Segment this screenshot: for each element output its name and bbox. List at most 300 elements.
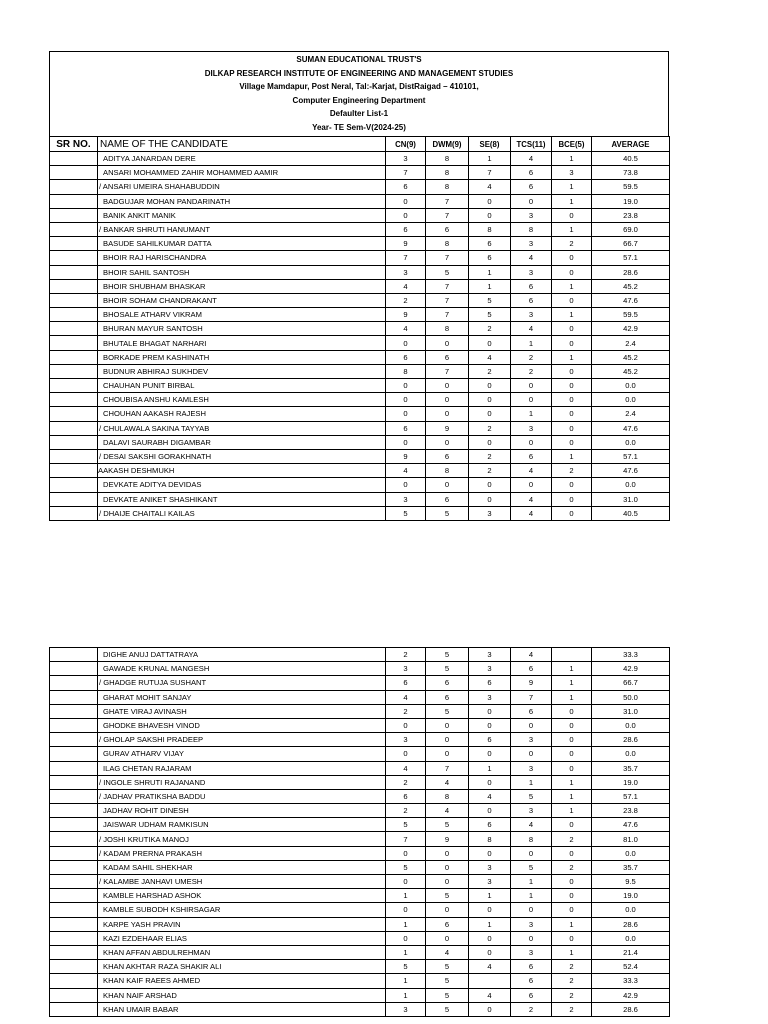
- cn-cell: 3: [386, 1002, 426, 1016]
- table-row: [50, 492, 670, 506]
- srno-cell: [50, 478, 98, 492]
- dwm-cell: 5: [426, 818, 469, 832]
- srno-cell: [50, 449, 98, 463]
- bce-cell: 1: [552, 662, 592, 676]
- average-cell: 28.6: [592, 733, 670, 747]
- average-cell: 0.0: [592, 846, 670, 860]
- cn-cell: 9: [386, 449, 426, 463]
- tcs-cell: 4: [511, 818, 552, 832]
- average-cell: 23.8: [592, 804, 670, 818]
- col-bce: BCE(5): [552, 137, 592, 152]
- academic-year: Year- TE Sem-V(2024-25): [312, 122, 406, 132]
- se-cell: 5: [469, 293, 511, 307]
- cn-cell: 7: [386, 832, 426, 846]
- average-cell: 40.5: [592, 506, 670, 520]
- candidate-name-cell: BHOIR SOHAM CHANDRAKANT: [98, 293, 386, 307]
- candidate-name-cell: KHAN AFFAN ABDULREHMAN: [98, 945, 386, 959]
- average-cell: 81.0: [592, 832, 670, 846]
- table-row: [50, 875, 670, 889]
- cn-cell: 3: [386, 265, 426, 279]
- dwm-cell: 7: [426, 308, 469, 322]
- srno-cell: [50, 846, 98, 860]
- col-cn: CN(9): [386, 137, 426, 152]
- candidate-name-cell: JAISWAR UDHAM RAMKISUN: [98, 818, 386, 832]
- tcs-cell: 2: [511, 364, 552, 378]
- candidate-name-cell: BORKADE PREM KASHINATH: [98, 350, 386, 364]
- bce-cell: 1: [552, 350, 592, 364]
- average-cell: 19.0: [592, 194, 670, 208]
- candidate-name-cell: BANIK ANKIT MANIK: [98, 208, 386, 222]
- cn-cell: 0: [386, 747, 426, 761]
- se-cell: 0: [469, 931, 511, 945]
- bce-cell: 0: [552, 364, 592, 378]
- cn-cell: 5: [386, 506, 426, 520]
- srno-cell: [50, 336, 98, 350]
- cn-cell: 1: [386, 974, 426, 988]
- srno-cell: [50, 789, 98, 803]
- se-cell: [469, 974, 511, 988]
- candidate-name-cell: BHUTALE BHAGAT NARHARI: [98, 336, 386, 350]
- tcs-cell: 6: [511, 293, 552, 307]
- average-cell: 73.8: [592, 166, 670, 180]
- bce-cell: 0: [552, 733, 592, 747]
- cn-cell: 9: [386, 237, 426, 251]
- tcs-cell: 1: [511, 336, 552, 350]
- candidate-name-cell: BHOIR SAHIL SANTOSH: [98, 265, 386, 279]
- tcs-cell: 4: [511, 464, 552, 478]
- srno-cell: [50, 690, 98, 704]
- se-cell: 0: [469, 704, 511, 718]
- dwm-cell: 5: [426, 506, 469, 520]
- bce-cell: 0: [552, 704, 592, 718]
- candidate-name-cell: CHAUHAN PUNIT BIRBAL: [98, 379, 386, 393]
- average-cell: 45.2: [592, 279, 670, 293]
- candidate-name-cell: KAZI EZDEHAAR ELIAS: [98, 931, 386, 945]
- table-row: [50, 152, 670, 166]
- se-cell: 0: [469, 194, 511, 208]
- table-row: [50, 421, 670, 435]
- srno-cell: [50, 464, 98, 478]
- cn-cell: 7: [386, 251, 426, 265]
- dwm-cell: 0: [426, 903, 469, 917]
- average-cell: 0.0: [592, 478, 670, 492]
- tcs-cell: 8: [511, 832, 552, 846]
- dwm-cell: 0: [426, 393, 469, 407]
- average-cell: 66.7: [592, 237, 670, 251]
- table-row: [50, 449, 670, 463]
- defaulter-table-2: [49, 647, 670, 1017]
- srno-cell: [50, 379, 98, 393]
- se-cell: 3: [469, 648, 511, 662]
- tcs-cell: 5: [511, 789, 552, 803]
- department-name: Computer Engineering Department: [292, 95, 426, 105]
- average-cell: 28.6: [592, 917, 670, 931]
- cn-cell: 8: [386, 364, 426, 378]
- column-header-row: [50, 137, 670, 152]
- table-row: [50, 308, 670, 322]
- srno-cell: [50, 747, 98, 761]
- candidate-name-cell: KAMBLE SUBODH KSHIRSAGAR: [98, 903, 386, 917]
- table-row: [50, 251, 670, 265]
- srno-cell: [50, 407, 98, 421]
- candidate-name-cell: KHAN UMAIR BABAR: [98, 1002, 386, 1016]
- dwm-cell: 5: [426, 704, 469, 718]
- candidate-name-cell: / BANKAR SHRUTI HANUMANT: [98, 222, 386, 236]
- table-row: [50, 648, 670, 662]
- candidate-name-cell: BASUDE SAHILKUMAR DATTA: [98, 237, 386, 251]
- se-cell: 0: [469, 945, 511, 959]
- srno-cell: [50, 1002, 98, 1016]
- average-cell: 45.2: [592, 350, 670, 364]
- tcs-cell: 4: [511, 492, 552, 506]
- table-row: [50, 704, 670, 718]
- cn-cell: 3: [386, 492, 426, 506]
- tcs-cell: 6: [511, 974, 552, 988]
- dwm-cell: 6: [426, 917, 469, 931]
- srno-cell: [50, 889, 98, 903]
- bce-cell: 0: [552, 322, 592, 336]
- tcs-cell: 4: [511, 322, 552, 336]
- dwm-cell: 6: [426, 449, 469, 463]
- candidate-name-cell: / DESAI SAKSHI GORAKHNATH: [98, 449, 386, 463]
- bce-cell: 2: [552, 860, 592, 874]
- table-row: [50, 832, 670, 846]
- tcs-cell: 0: [511, 478, 552, 492]
- bce-cell: 1: [552, 194, 592, 208]
- dwm-cell: 5: [426, 960, 469, 974]
- dwm-cell: 4: [426, 804, 469, 818]
- bce-cell: 2: [552, 1002, 592, 1016]
- average-cell: 59.5: [592, 308, 670, 322]
- dwm-cell: 5: [426, 974, 469, 988]
- dwm-cell: 9: [426, 832, 469, 846]
- average-cell: 19.0: [592, 889, 670, 903]
- srno-cell: [50, 761, 98, 775]
- bce-cell: 0: [552, 265, 592, 279]
- tcs-cell: 6: [511, 180, 552, 194]
- bce-cell: 1: [552, 676, 592, 690]
- bce-cell: 0: [552, 761, 592, 775]
- cn-cell: 0: [386, 194, 426, 208]
- tcs-cell: 8: [511, 222, 552, 236]
- cn-cell: 0: [386, 393, 426, 407]
- bce-cell: 0: [552, 875, 592, 889]
- bce-cell: 0: [552, 435, 592, 449]
- average-cell: 69.0: [592, 222, 670, 236]
- srno-cell: [50, 492, 98, 506]
- col-tcs: TCS(11): [511, 137, 552, 152]
- table-row: [50, 775, 670, 789]
- candidate-name-cell: / GHOLAP SAKSHI PRADEEP: [98, 733, 386, 747]
- srno-cell: [50, 832, 98, 846]
- tcs-cell: 9: [511, 676, 552, 690]
- average-cell: 47.6: [592, 293, 670, 307]
- average-cell: 35.7: [592, 761, 670, 775]
- cn-cell: 3: [386, 662, 426, 676]
- srno-cell: [50, 180, 98, 194]
- bce-cell: 2: [552, 464, 592, 478]
- cn-cell: 2: [386, 804, 426, 818]
- candidate-name-cell: AAKASH DESHMUKH: [98, 464, 386, 478]
- candidate-name-cell: / INGOLE SHRUTI RAJANAND: [98, 775, 386, 789]
- se-cell: 0: [469, 379, 511, 393]
- se-cell: 5: [469, 308, 511, 322]
- table-row: [50, 435, 670, 449]
- cn-cell: 0: [386, 718, 426, 732]
- candidate-name-cell: JADHAV ROHIT DINESH: [98, 804, 386, 818]
- average-cell: 45.2: [592, 364, 670, 378]
- bce-cell: 0: [552, 747, 592, 761]
- candidate-name-cell: GHATE VIRAJ AVINASH: [98, 704, 386, 718]
- dwm-cell: 0: [426, 747, 469, 761]
- se-cell: 0: [469, 903, 511, 917]
- se-cell: 3: [469, 690, 511, 704]
- candidate-name-cell: DEVKATE ANIKET SHASHIKANT: [98, 492, 386, 506]
- bce-cell: [552, 648, 592, 662]
- se-cell: 1: [469, 152, 511, 166]
- average-cell: 2.4: [592, 407, 670, 421]
- srno-cell: [50, 293, 98, 307]
- average-cell: 47.6: [592, 818, 670, 832]
- dwm-cell: 4: [426, 775, 469, 789]
- candidate-name-cell: BHURAN MAYUR SANTOSH: [98, 322, 386, 336]
- cn-cell: 0: [386, 846, 426, 860]
- dwm-cell: 0: [426, 733, 469, 747]
- se-cell: 2: [469, 364, 511, 378]
- se-cell: 4: [469, 988, 511, 1002]
- tcs-cell: 2: [511, 350, 552, 364]
- cn-cell: 2: [386, 293, 426, 307]
- dwm-cell: 7: [426, 208, 469, 222]
- tcs-cell: 0: [511, 194, 552, 208]
- se-cell: 6: [469, 251, 511, 265]
- tcs-cell: 0: [511, 931, 552, 945]
- cn-cell: 4: [386, 761, 426, 775]
- candidate-name-cell: KAMBLE HARSHAD ASHOK: [98, 889, 386, 903]
- table-row: [50, 194, 670, 208]
- bce-cell: 0: [552, 208, 592, 222]
- se-cell: 0: [469, 435, 511, 449]
- candidate-name-cell: / KALAMBE JANHAVI UMESH: [98, 875, 386, 889]
- tcs-cell: 0: [511, 435, 552, 449]
- bce-cell: 1: [552, 152, 592, 166]
- candidate-name-cell: / KADAM PRERNA PRAKASH: [98, 846, 386, 860]
- table-row: [50, 960, 670, 974]
- dwm-cell: 0: [426, 478, 469, 492]
- average-cell: 57.1: [592, 789, 670, 803]
- table-row: [50, 379, 670, 393]
- table-row: [50, 662, 670, 676]
- average-cell: 0.0: [592, 747, 670, 761]
- srno-cell: [50, 945, 98, 959]
- average-cell: 28.6: [592, 1002, 670, 1016]
- col-average: AVERAGE: [592, 137, 670, 152]
- table-row: [50, 265, 670, 279]
- cn-cell: 1: [386, 889, 426, 903]
- table-row: [50, 166, 670, 180]
- table-row: [50, 407, 670, 421]
- bce-cell: 0: [552, 379, 592, 393]
- dwm-cell: 8: [426, 464, 469, 478]
- dwm-cell: 0: [426, 718, 469, 732]
- average-cell: 0.0: [592, 435, 670, 449]
- table-row: [50, 478, 670, 492]
- average-cell: 23.8: [592, 208, 670, 222]
- cn-cell: 3: [386, 733, 426, 747]
- tcs-cell: 6: [511, 704, 552, 718]
- candidate-name-cell: KARPE YASH PRAVIN: [98, 917, 386, 931]
- table-row: [50, 237, 670, 251]
- table-row: [50, 676, 670, 690]
- tcs-cell: 6: [511, 662, 552, 676]
- tcs-cell: 5: [511, 860, 552, 874]
- tcs-cell: 0: [511, 379, 552, 393]
- cn-cell: 0: [386, 208, 426, 222]
- se-cell: 6: [469, 733, 511, 747]
- defaulter-table-1: [49, 136, 670, 521]
- tcs-cell: 3: [511, 804, 552, 818]
- cn-cell: 1: [386, 988, 426, 1002]
- srno-cell: [50, 704, 98, 718]
- candidate-name-cell: DIGHE ANUJ DATTATRAYA: [98, 648, 386, 662]
- srno-cell: [50, 931, 98, 945]
- dwm-cell: 0: [426, 435, 469, 449]
- average-cell: 66.7: [592, 676, 670, 690]
- bce-cell: 0: [552, 818, 592, 832]
- dwm-cell: 0: [426, 875, 469, 889]
- average-cell: 33.3: [592, 974, 670, 988]
- cn-cell: 4: [386, 322, 426, 336]
- average-cell: 0.0: [592, 903, 670, 917]
- srno-cell: [50, 350, 98, 364]
- dwm-cell: 7: [426, 364, 469, 378]
- table-row: [50, 350, 670, 364]
- tcs-cell: 6: [511, 166, 552, 180]
- se-cell: 0: [469, 478, 511, 492]
- candidate-name-cell: / DHAIJE CHAITALI KAILAS: [98, 506, 386, 520]
- bce-cell: 0: [552, 393, 592, 407]
- bce-cell: 1: [552, 789, 592, 803]
- srno-cell: [50, 308, 98, 322]
- srno-cell: [50, 208, 98, 222]
- se-cell: 6: [469, 818, 511, 832]
- institute-name: DILKAP RESEARCH INSTITUTE OF ENGINEERING AND MANAGEMENT STUDIES: [204, 68, 514, 78]
- average-cell: 19.0: [592, 775, 670, 789]
- average-cell: 21.4: [592, 945, 670, 959]
- average-cell: 59.5: [592, 180, 670, 194]
- average-cell: 31.0: [592, 492, 670, 506]
- tcs-cell: 0: [511, 747, 552, 761]
- srno-cell: [50, 222, 98, 236]
- dwm-cell: 6: [426, 222, 469, 236]
- tcs-cell: 3: [511, 237, 552, 251]
- cn-cell: 5: [386, 860, 426, 874]
- tcs-cell: 4: [511, 152, 552, 166]
- cn-cell: 0: [386, 435, 426, 449]
- bce-cell: 1: [552, 449, 592, 463]
- candidate-name-cell: BHOIR RAJ HARISCHANDRA: [98, 251, 386, 265]
- dwm-cell: 0: [426, 336, 469, 350]
- srno-cell: [50, 393, 98, 407]
- candidate-name-cell: BHOIR SHUBHAM BHASKAR: [98, 279, 386, 293]
- se-cell: 6: [469, 237, 511, 251]
- dwm-cell: 0: [426, 860, 469, 874]
- table-row: [50, 860, 670, 874]
- srno-cell: [50, 718, 98, 732]
- table-row: [50, 293, 670, 307]
- tcs-cell: 3: [511, 308, 552, 322]
- bce-cell: 0: [552, 889, 592, 903]
- bce-cell: 0: [552, 251, 592, 265]
- srno-cell: [50, 194, 98, 208]
- se-cell: 0: [469, 846, 511, 860]
- cn-cell: 3: [386, 152, 426, 166]
- tcs-cell: 1: [511, 407, 552, 421]
- table-row: [50, 903, 670, 917]
- se-cell: 8: [469, 832, 511, 846]
- table-row: [50, 931, 670, 945]
- tcs-cell: 3: [511, 208, 552, 222]
- average-cell: 9.5: [592, 875, 670, 889]
- candidate-name-cell: BADGUJAR MOHAN PANDARINATH: [98, 194, 386, 208]
- se-cell: 0: [469, 393, 511, 407]
- candidate-name-cell: DALAVI SAURABH DIGAMBAR: [98, 435, 386, 449]
- dwm-cell: 0: [426, 379, 469, 393]
- candidate-name-cell: ANSARI MOHAMMED ZAHIR MOHAMMED AAMIR: [98, 166, 386, 180]
- bce-cell: 2: [552, 960, 592, 974]
- cn-cell: 7: [386, 166, 426, 180]
- table-row: [50, 364, 670, 378]
- dwm-cell: 9: [426, 421, 469, 435]
- average-cell: 2.4: [592, 336, 670, 350]
- se-cell: 2: [469, 421, 511, 435]
- average-cell: 31.0: [592, 704, 670, 718]
- bce-cell: 0: [552, 506, 592, 520]
- srno-cell: [50, 364, 98, 378]
- se-cell: 4: [469, 350, 511, 364]
- dwm-cell: 5: [426, 648, 469, 662]
- dwm-cell: 5: [426, 889, 469, 903]
- candidate-name-cell: GHODKE BHAVESH VINOD: [98, 718, 386, 732]
- average-cell: 42.9: [592, 662, 670, 676]
- cn-cell: 5: [386, 960, 426, 974]
- tcs-cell: 0: [511, 393, 552, 407]
- cn-cell: 0: [386, 478, 426, 492]
- table-row: [50, 917, 670, 931]
- dwm-cell: 8: [426, 322, 469, 336]
- srno-cell: [50, 166, 98, 180]
- se-cell: 7: [469, 166, 511, 180]
- tcs-cell: 6: [511, 449, 552, 463]
- candidate-name-cell: CHOUHAN AAKASH RAJESH: [98, 407, 386, 421]
- se-cell: 3: [469, 506, 511, 520]
- table-row: [50, 846, 670, 860]
- table-row: [50, 974, 670, 988]
- average-cell: 40.5: [592, 152, 670, 166]
- srno-cell: [50, 860, 98, 874]
- bce-cell: 0: [552, 931, 592, 945]
- candidate-name-cell: BHOSALE ATHARV VIKRAM: [98, 308, 386, 322]
- sheet-header: [49, 51, 669, 137]
- cn-cell: 6: [386, 789, 426, 803]
- table-row: [50, 733, 670, 747]
- cn-cell: 0: [386, 379, 426, 393]
- cn-cell: 6: [386, 180, 426, 194]
- srno-cell: [50, 818, 98, 832]
- list-title: Defaulter List-1: [329, 109, 389, 119]
- bce-cell: 0: [552, 903, 592, 917]
- average-cell: 0.0: [592, 718, 670, 732]
